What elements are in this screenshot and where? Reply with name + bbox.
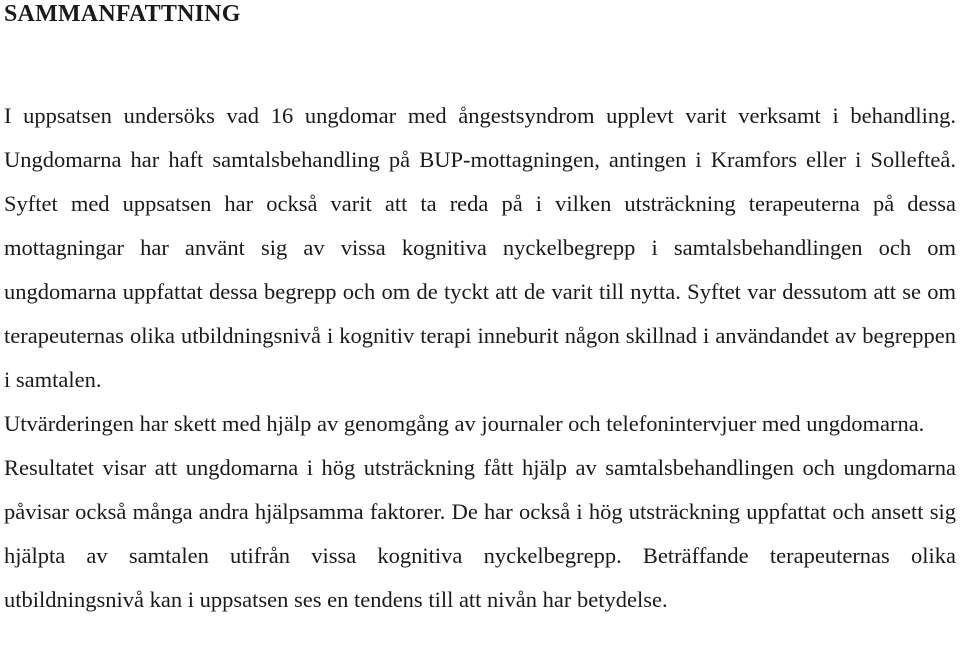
section-heading: SAMMANFATTNING xyxy=(4,1,241,27)
paragraph-results: Resultatet visar att ungdomarna i hög utsträckning fått hjälp av samtalsbehandlingen och ungdomarna påvisar också många andra hjälpsamma faktorer. De har också i hög utsträckning uppfattat och ansett sig hjälpta av samtalen utifrån vissa kognitiva nyckelbegrepp. Beträffande terapeuternas olika utbildningsnivå kan i uppsatsen ses en tendens till att nivån har betydelse. xyxy=(4,455,956,612)
document-page xyxy=(4,0,956,622)
paragraph-method: Utvärderingen har skett med hjälp av genomgång av journaler och telefonintervjuer med ungdomarna. xyxy=(4,411,925,436)
paragraph-purpose: I uppsatsen undersöks vad 16 ungdomar med ångestsyndrom upplevt varit verksamt i behandling. Ungdomarna har haft samtalsbehandling på BUP-mottagningen, antingen i Kramfors eller i Sollefteå. Syftet med uppsatsen har också varit att ta reda på i vilken utsträckning terapeuterna på dessa mottagningar har använt sig av vissa kognitiva nyckelbegrepp i samtalsbehandlingen och om ungdomarna uppfattat dessa begrepp och om de tyckt att de varit till nytta. Syftet var dessutom att se om terapeuternas olika utbildningsnivå i kognitiv terapi inneburit någon skillnad i användandet av begreppen i samtalen. xyxy=(4,103,956,392)
